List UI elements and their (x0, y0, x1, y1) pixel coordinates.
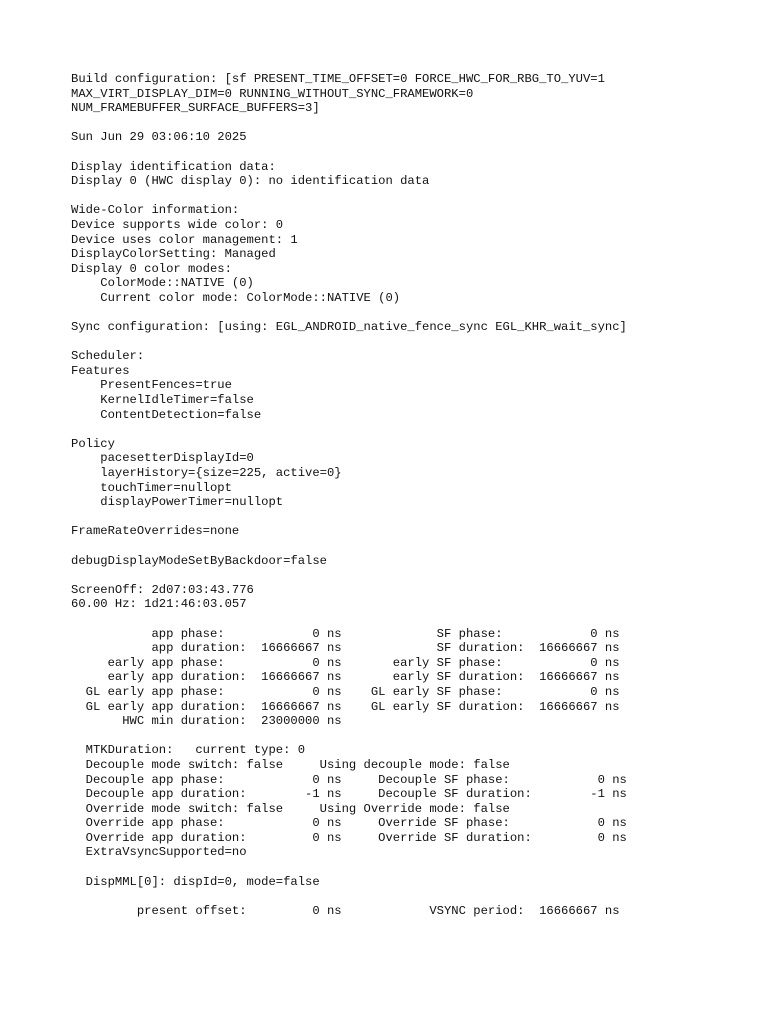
text-line: layerHistory={size=225, active=0} (71, 466, 342, 481)
text-line: Decouple mode switch: false Using decouple mode: false (71, 757, 510, 772)
text-line: Features (71, 363, 130, 378)
text-line: ScreenOff: 2d07:03:43.776 (71, 582, 254, 597)
text-line (71, 568, 627, 583)
text-line: Display identification data: (71, 159, 276, 174)
text-line: Override app duration: 0 ns Override SF duration: 0 ns (71, 830, 627, 845)
text-line: present offset: 0 ns VSYNC period: 16666667 ns (71, 903, 620, 918)
text-line: Wide-Color information: (71, 203, 240, 218)
text-line: Device uses color management: 1 (71, 232, 298, 247)
text-line: app duration: 16666667 ns SF duration: 16666667 ns (71, 641, 620, 656)
text-line: Sync configuration: [using: EGL_ANDROID_native_fence_sync EGL_KHR_wait_sync] (71, 320, 627, 335)
text-line: Decouple app duration: -1 ns Decouple SF duration: -1 ns (71, 787, 627, 802)
text-line: GL early app duration: 16666667 ns GL early SF duration: 16666667 ns (71, 699, 620, 714)
text-line: ContentDetection=false (71, 407, 262, 422)
text-line (71, 422, 627, 437)
text-line: PresentFences=true (71, 378, 232, 393)
text-line (71, 860, 627, 875)
text-line: Build configuration: [sf PRESENT_TIME_OFFSET=0 FORCE_HWC_FOR_RBG_TO_YUV=1 (71, 72, 605, 86)
text-line: early app phase: 0 ns early SF phase: 0 ns (71, 655, 620, 670)
text-line: touchTimer=nullopt (71, 480, 232, 495)
text-line: KernelIdleTimer=false (71, 393, 254, 408)
text-line: 60.00 Hz: 1d21:46:03.057 (71, 597, 247, 612)
text-line: pacesetterDisplayId=0 (71, 451, 254, 466)
text-line: Current color mode: ColorMode::NATIVE (0) (71, 290, 401, 305)
text-line: MAX_VIRT_DISPLAY_DIM=0 RUNNING_WITHOUT_SYNC_FRAMEWORK=0 (71, 86, 474, 101)
dumpsys-output-text (71, 72, 627, 918)
text-line: Override mode switch: false Using Override mode: false (71, 801, 510, 816)
text-line: app phase: 0 ns SF phase: 0 ns (71, 626, 620, 641)
text-line: GL early app phase: 0 ns GL early SF phase: 0 ns (71, 684, 620, 699)
text-line: Device supports wide color: 0 (71, 217, 284, 232)
text-line: Override app phase: 0 ns Override SF phase: 0 ns (71, 816, 627, 831)
text-line (71, 189, 627, 204)
text-line (71, 729, 627, 744)
text-line (71, 335, 627, 350)
text-line: HWC min duration: 23000000 ns (71, 714, 342, 729)
text-line: DisplayColorSetting: Managed (71, 247, 276, 262)
text-line: FrameRateOverrides=none (71, 524, 240, 539)
text-line: NUM_FRAMEBUFFER_SURFACE_BUFFERS=3] (71, 101, 320, 116)
text-line (71, 510, 627, 525)
text-line: Display 0 (HWC display 0): no identification data (71, 174, 430, 189)
text-line: early app duration: 16666667 ns early SF duration: 16666667 ns (71, 670, 620, 685)
text-line: displayPowerTimer=nullopt (71, 495, 284, 510)
text-line: debugDisplayModeSetByBackdoor=false (71, 553, 327, 568)
text-line: ExtraVsyncSupported=no (71, 845, 247, 860)
text-line: Scheduler: (71, 349, 145, 364)
text-line: Policy (71, 436, 115, 451)
text-line (71, 889, 627, 904)
text-line (71, 116, 627, 131)
text-line: Sun Jun 29 03:06:10 2025 (71, 130, 247, 145)
text-line (71, 539, 627, 554)
text-line (71, 612, 627, 627)
text-line: DispMML[0]: dispId=0, mode=false (71, 874, 320, 889)
text-line: Display 0 color modes: (71, 261, 232, 276)
text-line: MTKDuration: current type: 0 (71, 743, 306, 758)
text-line (71, 306, 627, 321)
text-line (71, 145, 627, 160)
text-line: ColorMode::NATIVE (0) (71, 276, 254, 291)
text-line: Decouple app phase: 0 ns Decouple SF phase: 0 ns (71, 772, 627, 787)
